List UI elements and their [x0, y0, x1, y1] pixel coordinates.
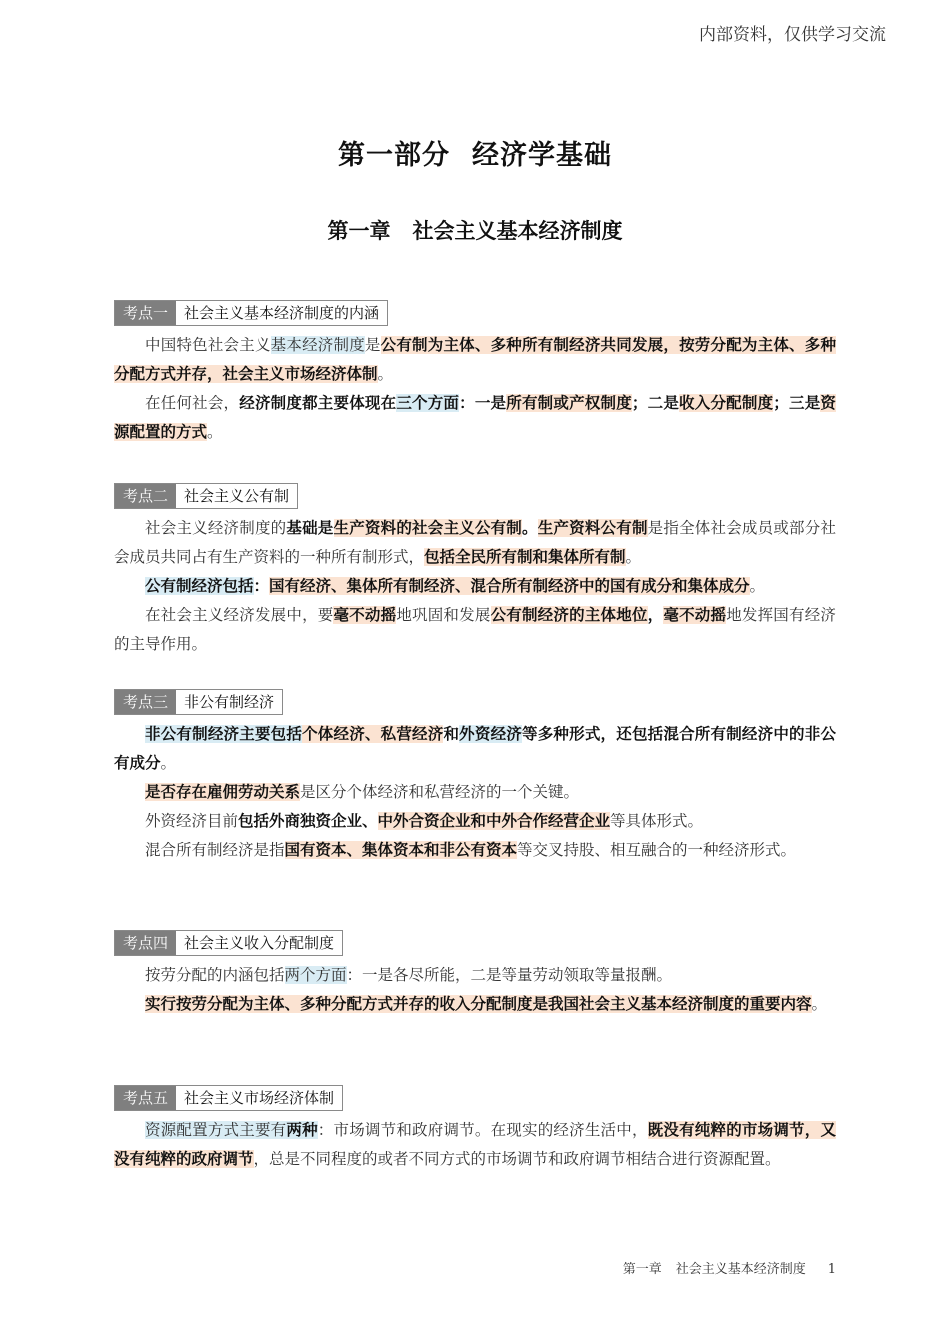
- highlighted-bold-text: 中外合资企业和中外合作经营企业: [377, 812, 611, 830]
- text-run: 是指全体社会成员或部分社会成员共同占有生产资料的一种所有制形式，: [114, 519, 836, 566]
- part-title: [0, 133, 950, 172]
- text-run: 中国特色社会主义: [145, 336, 271, 354]
- text-run: 。: [811, 995, 828, 1013]
- text-run: 社会主义经济制度的: [145, 519, 287, 537]
- text-run: 是: [364, 336, 381, 354]
- highlighted-bold-text: 公有制经济包括: [145, 577, 254, 595]
- highlighted-text: 两个方面: [284, 966, 347, 984]
- text-run: 。: [160, 754, 177, 772]
- text-run: 在社会主义经济发展中，要: [145, 606, 334, 624]
- paragraph: [114, 601, 836, 659]
- section-tag: [114, 930, 343, 956]
- watermark-text: 内部资料，仅供学习交流: [699, 25, 886, 45]
- section-title: 非公有制经济: [176, 690, 282, 714]
- highlighted-bold-text: 公有制经济的主体地位: [490, 606, 648, 624]
- text-run: 等交叉持股、相互融合的一种经济形式。: [517, 841, 797, 859]
- paragraph: [114, 331, 836, 389]
- text-run: 外资经济目前: [145, 812, 239, 830]
- highlighted-bold-text: 资源配置的方式: [114, 394, 836, 441]
- text-run: 。: [625, 548, 642, 566]
- section-kaodian-1: [114, 300, 836, 447]
- paragraph: [114, 961, 836, 990]
- text-run: ：市场调节和政府调节。在现实的经济生活中，: [317, 1121, 648, 1139]
- bold-text: 等多种形式，还包括混合所有制经济中的非公有成分: [114, 725, 836, 772]
- page-footer: [623, 1258, 836, 1277]
- text-run: 是区分个体经济和私营经济的一个关键。: [300, 783, 580, 801]
- bold-text: 。: [522, 519, 538, 537]
- highlighted-bold-text: 两种: [286, 1121, 318, 1139]
- bold-text: 经济制度都主要体现在: [239, 394, 397, 412]
- paragraph: [114, 572, 836, 601]
- section-number: 考点一: [115, 301, 176, 325]
- section-kaodian-2: [114, 483, 836, 659]
- highlighted-bold-text: 非公有制经济主要包括: [145, 725, 303, 743]
- part-number: 第一部分: [338, 140, 450, 171]
- section-kaodian-5: [114, 1085, 836, 1174]
- section-tag: [114, 1085, 343, 1111]
- section-title: 社会主义市场经济体制: [176, 1086, 342, 1110]
- part-name: 经济学基础: [472, 140, 612, 171]
- footer-chapter-number: 第一章: [622, 1262, 662, 1277]
- section-tag: [114, 300, 388, 326]
- bold-text: ：一是: [459, 394, 507, 412]
- highlighted-bold-text: 生产资料公有制: [537, 519, 648, 537]
- highlighted-bold-text: 所有制或产权制度: [506, 394, 632, 412]
- chapter-number: 第一章: [327, 219, 391, 243]
- highlighted-bold-text: 生产资料的社会主义公有制: [333, 519, 522, 537]
- section-number: 考点四: [115, 931, 176, 955]
- highlighted-bold-text: 个体经济、私营经济: [302, 725, 444, 743]
- highlighted-bold-text: 既没有纯粹的市场调节，又没有纯粹的政府调节: [114, 1121, 836, 1168]
- text-run: 混合所有制经济是指: [145, 841, 285, 859]
- text-run: 按劳分配的内涵包括: [145, 966, 285, 984]
- highlighted-bold-text: 国有经济、集体所有制经济、混合所有制经济中的国有成分和集体成分: [269, 577, 750, 595]
- text-run: 地发挥国有经济的主导作用。: [114, 606, 836, 653]
- bold-text: ；二是: [631, 394, 680, 412]
- text-run: 。: [207, 423, 223, 441]
- bold-text: 基础是: [286, 519, 334, 537]
- footer-chapter-name: 社会主义基本经济制度: [675, 1262, 806, 1277]
- chapter-name: 社会主义基本经济制度: [412, 219, 623, 243]
- page-number: 1: [827, 1262, 836, 1277]
- paragraph: [114, 990, 836, 1019]
- bold-text: 和: [443, 725, 460, 743]
- section-number: 考点二: [115, 484, 176, 508]
- paragraph: [114, 514, 836, 572]
- highlighted-bold-text: 包括全民所有制和集体所有制: [424, 548, 626, 566]
- text-run: 。: [377, 365, 394, 383]
- text-run: ，总是不同程度的或者不同方式的市场调节和政府调节相结合进行资源配置。: [253, 1150, 781, 1168]
- text-run: 在任何社会，: [145, 394, 240, 412]
- section-kaodian-3: [114, 689, 836, 865]
- bold-text: ，: [647, 606, 664, 624]
- highlighted-bold-text: 毫不动摇: [333, 606, 397, 624]
- paragraph: [114, 778, 836, 807]
- text-run: ：一是各尽所能，二是等量劳动领取等量报酬。: [346, 966, 673, 984]
- section-tag: [114, 483, 298, 509]
- highlighted-bold-text: 实行按劳分配为主体、多种分配方式并存的收入分配制度是我国社会主义基本经济制度的重要内容: [145, 995, 812, 1013]
- section-title: 社会主义基本经济制度的内涵: [176, 301, 387, 325]
- paragraph: [114, 720, 836, 778]
- section-number: 考点五: [115, 1086, 176, 1110]
- section-title: 社会主义收入分配制度: [176, 931, 342, 955]
- bold-text: 包括外商独资企业、: [238, 812, 378, 830]
- bold-text: ；三是: [773, 394, 821, 412]
- bold-text: ：: [253, 577, 270, 595]
- highlighted-bold-text: 公有制为主体、多种所有制经济共同发展，按劳分配为主体、多种分配方式并存，社会主义市场经济体制: [114, 336, 836, 383]
- highlighted-text: 基本经济制度: [270, 336, 365, 354]
- text-run: 。: [749, 577, 766, 595]
- paragraph: [114, 1116, 836, 1174]
- highlighted-bold-text: 收入分配制度: [679, 394, 774, 412]
- highlighted-text: 资源配置方式主要有: [145, 1121, 287, 1139]
- highlighted-bold-text: 毫不动摇: [663, 606, 727, 624]
- text-run: 等具体形式。: [610, 812, 704, 830]
- highlighted-bold-text: 外资经济: [459, 725, 523, 743]
- highlighted-bold-text: 是否存在雇佣劳动关系: [145, 783, 301, 801]
- chapter-title: [0, 215, 950, 245]
- paragraph: [114, 836, 836, 865]
- paragraph: [114, 807, 836, 836]
- section-number: 考点三: [115, 690, 176, 714]
- text-run: 地巩固和发展: [396, 606, 491, 624]
- section-kaodian-4: [114, 930, 836, 1019]
- highlighted-bold-text: 国有资本、集体资本和非公有资本: [284, 841, 518, 859]
- paragraph: [114, 389, 836, 447]
- section-tag: [114, 689, 283, 715]
- highlighted-bold-text: 三个方面: [396, 394, 460, 412]
- section-title: 社会主义公有制: [176, 484, 297, 508]
